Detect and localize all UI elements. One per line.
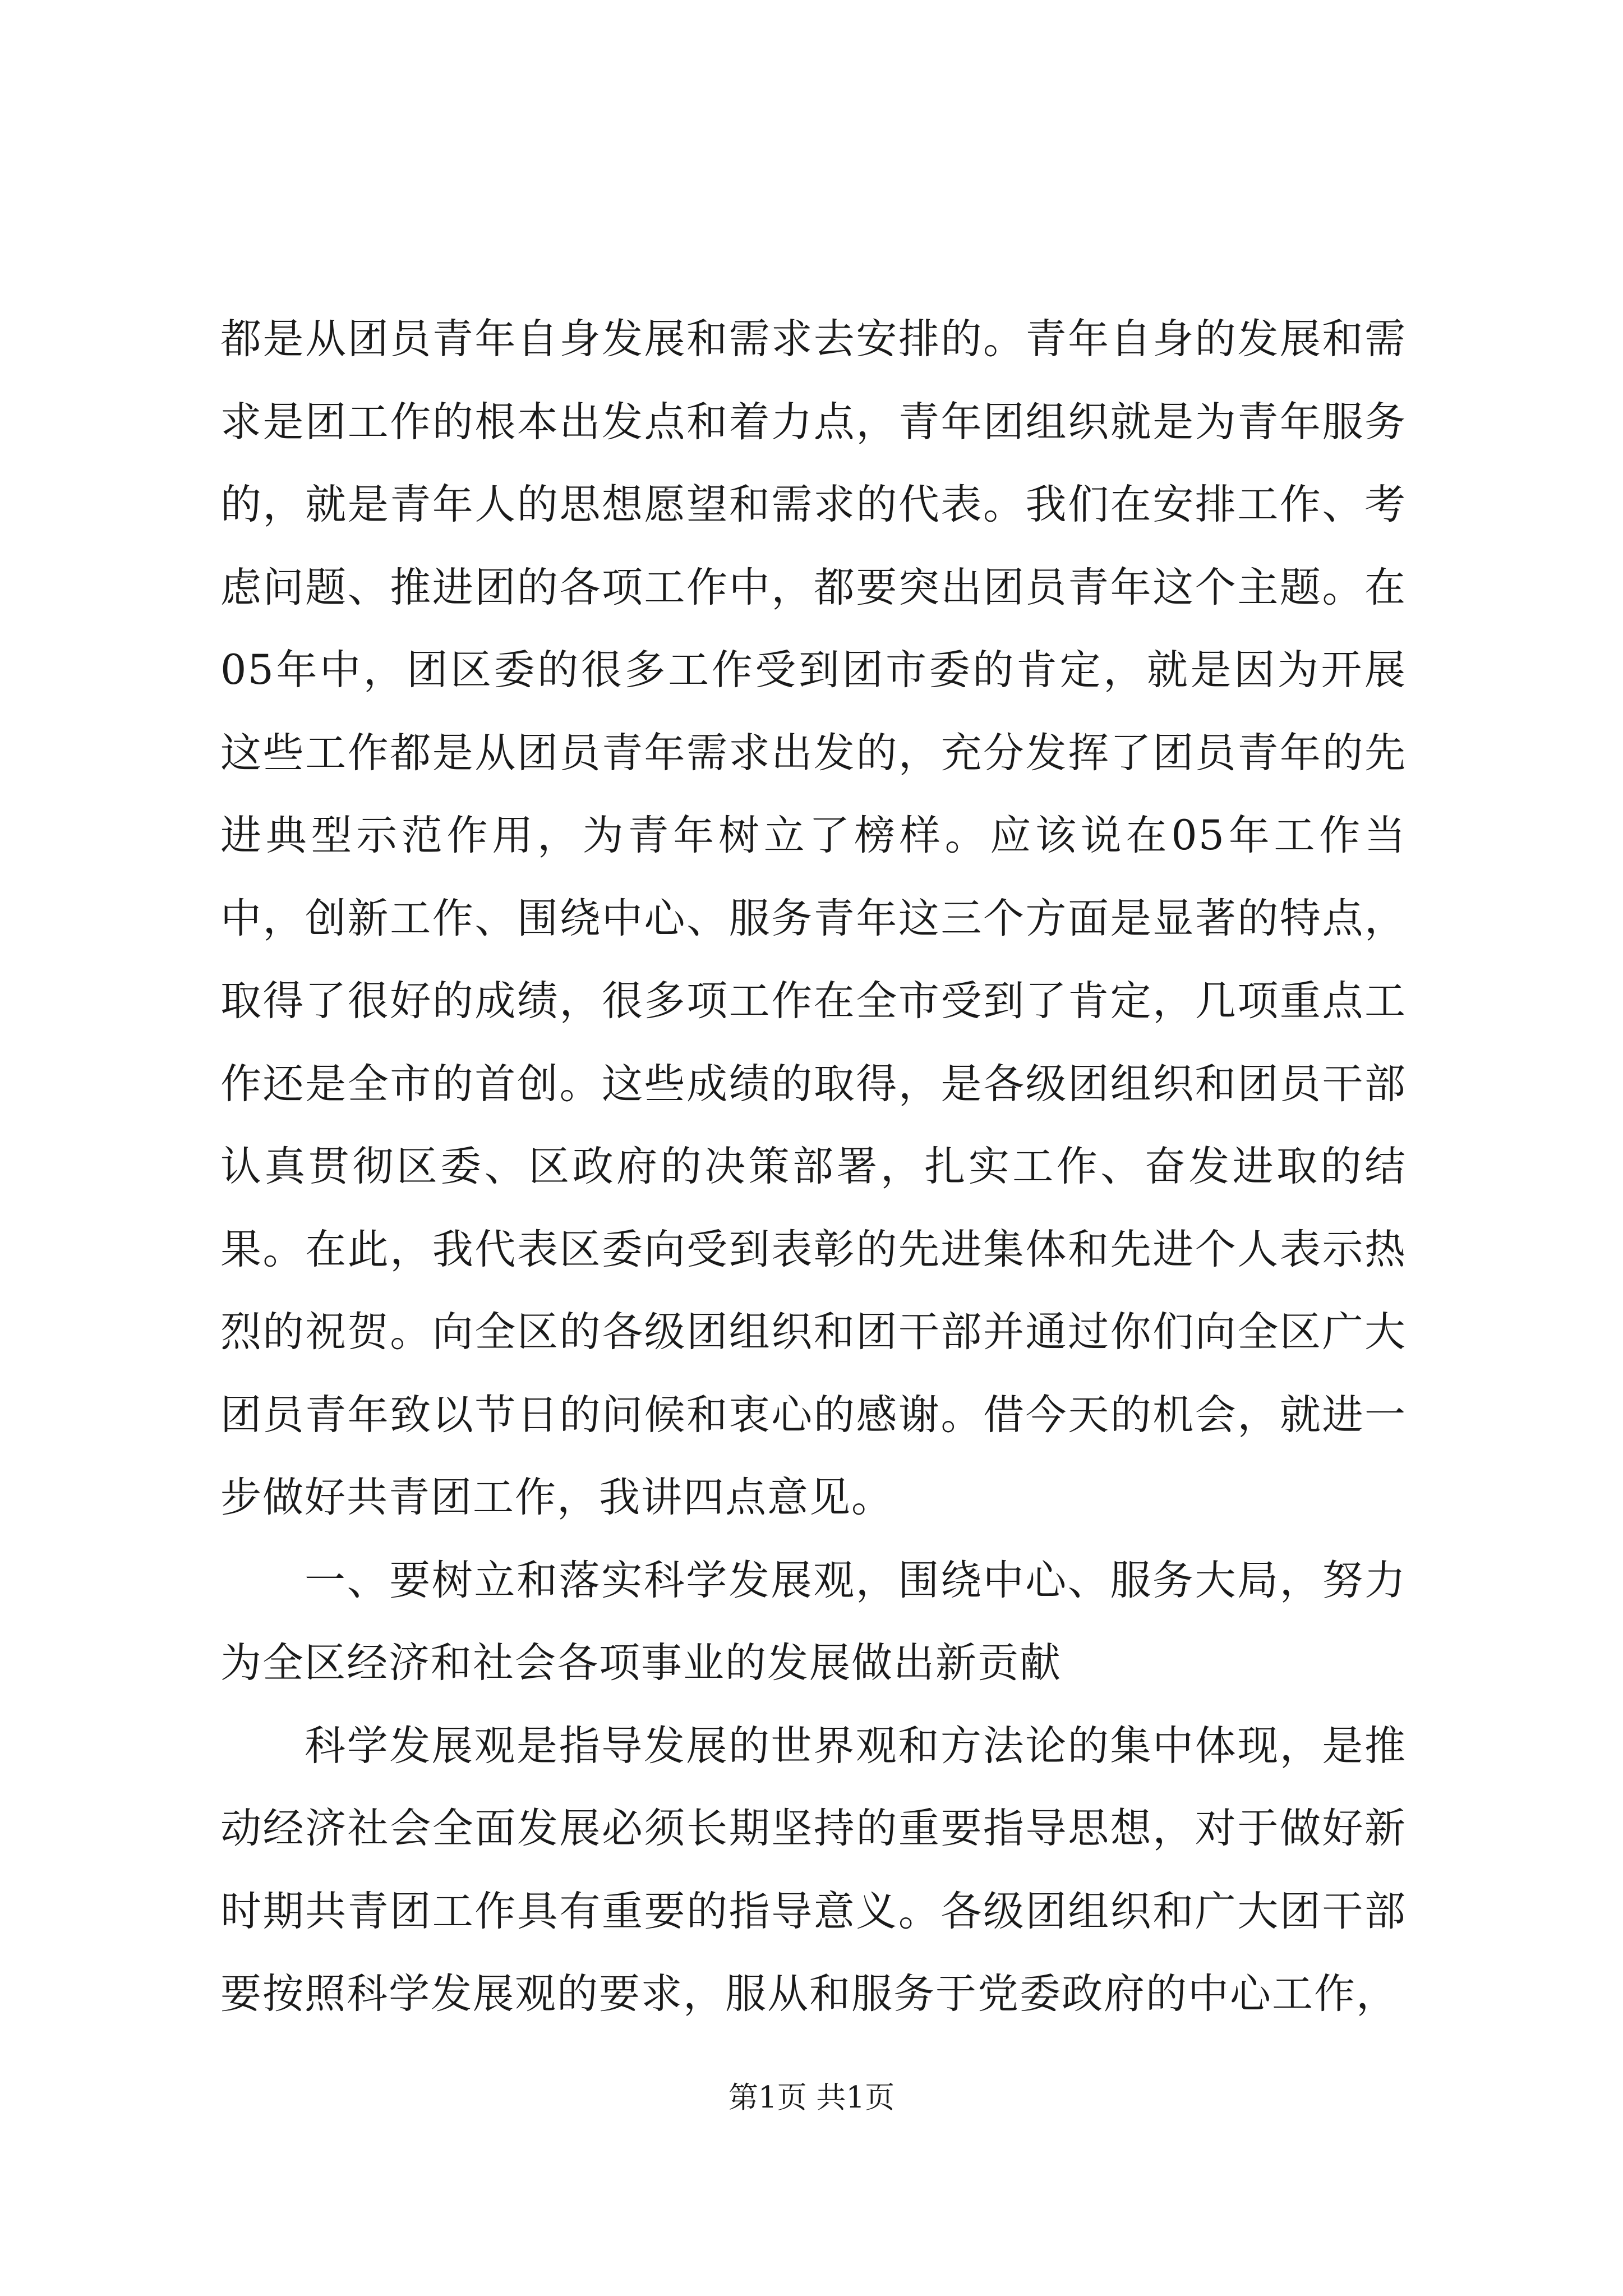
paragraph-continued: 都是从团员青年自身发展和需求去安排的。青年自身的发展和需求是团工作的根本出发点和着力点，青年团组织就是为青年服务的，就是青年人的思想愿望和需求的代表。我们在安排工作、考虑问题、推进团的各项工作中，都要突出团员青年这个主题。在05年中，团区委的很多工作受到团市委的肯定，就是因为开展这些工作都是从团员青年需求出发的，充分发挥了团员青年的先进典型示范作用，为青年树立了榜样。应该说在05年工作当中，创新工作、围绕中心、服务青年这三个方面是显著的特点，取得了很好的成绩，很多项工作在全市受到了肯定，几项重点工作还是全市的首创。这些成绩的取得，是各级团组织和团员干部认真贯彻区委、区政府的决策部署，扎实工作、奋发进取的结果。在此，我代表区委向受到表彰的先进集体和先进个人表示热烈的祝贺。向全区的各级团组织和团干部并通过你们向全区广大团员青年致以节日的问候和衷心的感谢。借今天的机会，就进一步做好共青团工作，我讲四点意见。 xyxy=(220,315,1407,1521)
section-heading: 一、要树立和落实科学发展观，围绕中心、服务大局，努力为全区经济和社会各项事业的发展做出新贡献 xyxy=(220,1556,1407,1687)
paragraph: 科学发展观是指导发展的世界观和方法论的集中体现，是推动经济社会全面发展必须长期坚持的重要指导思想，对于做好新时期共青团工作具有重要的指导意义。各级团组织和广大团干部要按照科学发展观的要求，服从和服务于党委政府的中心工作， xyxy=(220,1722,1407,2018)
page-footer xyxy=(0,2076,1623,2120)
document-body xyxy=(220,298,1407,2036)
page-number-label: 第1页 共1页 xyxy=(728,2081,895,2115)
